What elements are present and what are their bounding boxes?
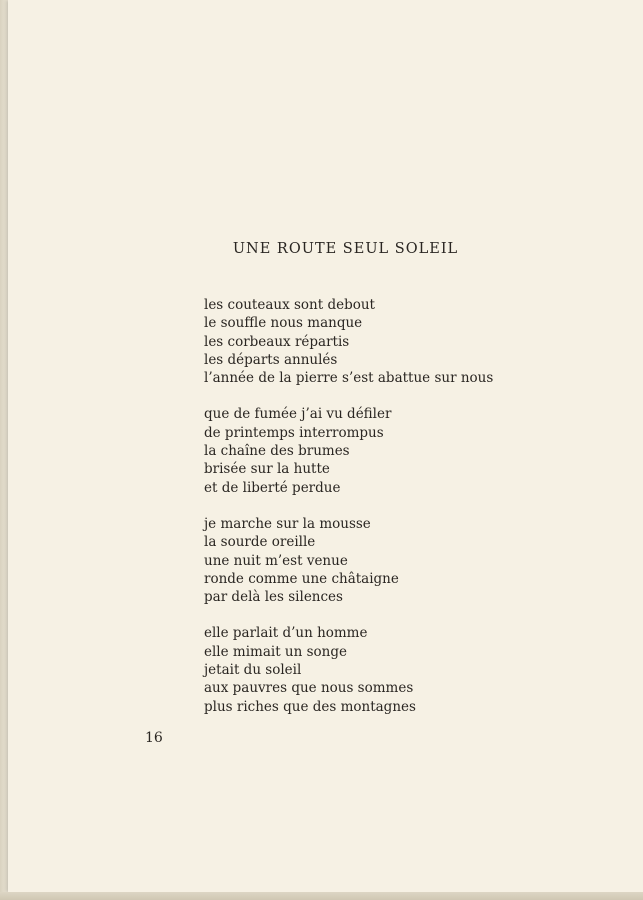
- page-bottom-edge: [0, 892, 643, 900]
- stanza-2: [204, 405, 493, 496]
- poem-line: que de fumée j’ai vu défiler: [204, 406, 392, 423]
- poem-line: elle mimait un songe: [204, 643, 347, 660]
- poem-line: brisée sur la hutte: [204, 461, 330, 478]
- poem-line: aux pauvres que nous sommes: [204, 680, 414, 697]
- stanza-1: [204, 296, 493, 387]
- poem-title: UNE ROUTE SEUL SOLEIL: [232, 241, 459, 257]
- poem-line: jetait du soleil: [204, 662, 302, 679]
- poem-line: elle parlait d’un homme: [204, 625, 368, 642]
- poem-line: une nuit m’est venue: [204, 552, 348, 569]
- poem-line: les départs annulés: [204, 351, 338, 368]
- poem-line: les couteaux sont debout: [204, 297, 375, 313]
- poem-line: la sourde oreille: [204, 534, 316, 551]
- poem-line: ronde comme une châtaigne: [204, 570, 399, 587]
- stanza-3: [204, 515, 493, 606]
- poem-line: de printemps interrompus: [204, 424, 384, 441]
- poem-line: les corbeaux répartis: [204, 333, 350, 350]
- poem-line: le souffle nous manque: [204, 315, 363, 332]
- book-spine-edge: [0, 0, 8, 900]
- poem-line: plus riches que des montagnes: [204, 698, 416, 715]
- poem-line: l’année de la pierre s’est abattue sur nous: [204, 370, 494, 387]
- poem-line: je marche sur la mousse: [204, 515, 371, 532]
- poem-line: par delà les silences: [204, 589, 343, 606]
- poem-line: la chaîne des brumes: [204, 443, 350, 460]
- stanza-4: [204, 624, 493, 715]
- poem-line: et de liberté perdue: [204, 479, 341, 496]
- poem-body: [204, 296, 493, 734]
- page-number: 16: [145, 730, 163, 746]
